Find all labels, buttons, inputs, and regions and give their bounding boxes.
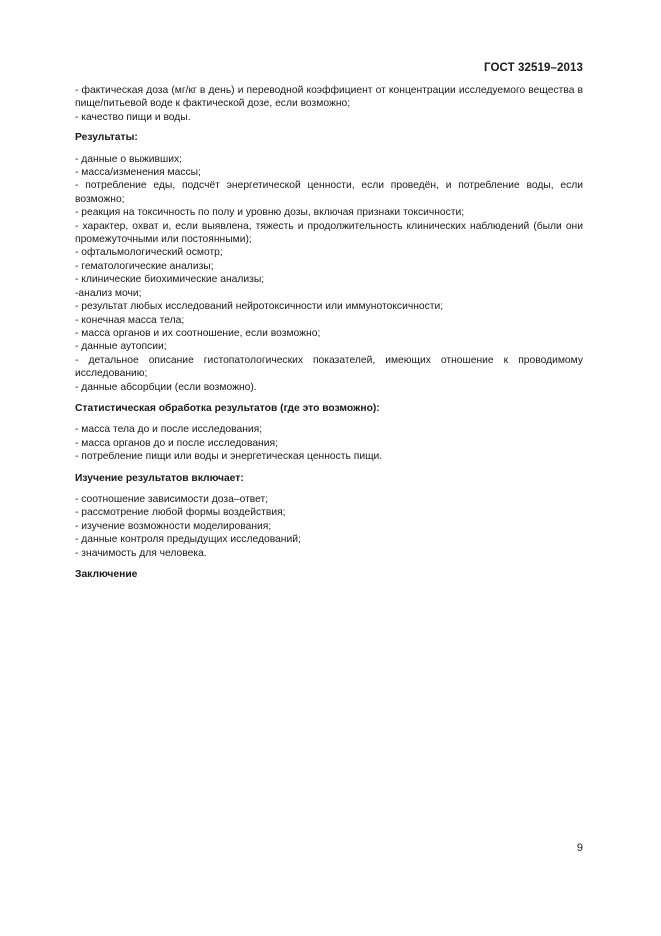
list-item: - данные абсорбции (если возможно). [75,381,257,393]
list-item: -анализ мочи; [75,287,142,299]
results-heading: Результаты: [75,132,138,144]
list-item: - гематологические анализы; [75,260,214,272]
intro-section [75,84,583,124]
list-item: - данные аутопсии; [75,341,167,353]
list-item: - масса органов до и после исследования; [75,437,278,449]
list-item: - офтальмологический осмотр; [75,247,223,259]
list-item: - соотношение зависимости доза–ответ; [75,493,269,505]
list-item: - масса тела до и после исследования; [75,424,263,436]
list-item: - реакция на токсичность по полу и уровню дозы, включая признаки токсичности; [75,207,465,219]
list-item: - масса органов и их соотношение, если возможно; [75,327,321,339]
list-item: - масса/изменения массы; [75,167,201,179]
list-item: - потребление еды, подсчёт энергетической ценности, если проведён, и потребление воды, если возможно; [75,180,583,205]
list-item: - изучение возможности моделирования; [75,520,272,532]
list-item: - данные о выживших; [75,153,182,165]
list-item: - значимость для человека. [75,547,207,559]
list-item: - качество пищи и воды. [75,111,191,123]
conclusion-heading: Заключение [75,569,138,580]
list-item: - данные контроля предыдущих исследований; [75,534,301,546]
statistics-heading: Статистическая обработка результатов (где это возможно): [75,402,380,414]
list-item: - результат любых исследований нейротоксичности или иммунотоксичности; [75,301,444,313]
document-header-id: ГОСТ 32519–2013 [483,62,583,74]
list-item: - клинические биохимические анализы; [75,274,265,286]
statistics-list [75,423,583,463]
list-item: - рассмотрение любой формы воздействия; [75,507,286,519]
list-item: - конечная масса тела; [75,314,185,326]
list-item: - фактическая доза (мг/кг в день) и переводной коэффициент от концентрации исследуемого вещества в пище/питьевой воде к фактической дозе, если возможно; [75,85,583,110]
list-item: - детальное описание гистопатологических показателей, имеющих отношение к проводимому исследованию; [75,354,583,380]
list-item: - потребление пищи или воды и энергетическая ценность пищи. [75,451,383,463]
results-list [75,153,583,394]
study-list [75,493,583,560]
study-heading: Изучение результатов включает: [75,472,244,484]
page-number: 9 [576,842,583,854]
document-body [75,84,583,589]
list-item: - характер, охват и, если выявлена, тяжесть и продолжительность клинических наблюдений (были они промежуточными или постоянными); [75,220,583,246]
